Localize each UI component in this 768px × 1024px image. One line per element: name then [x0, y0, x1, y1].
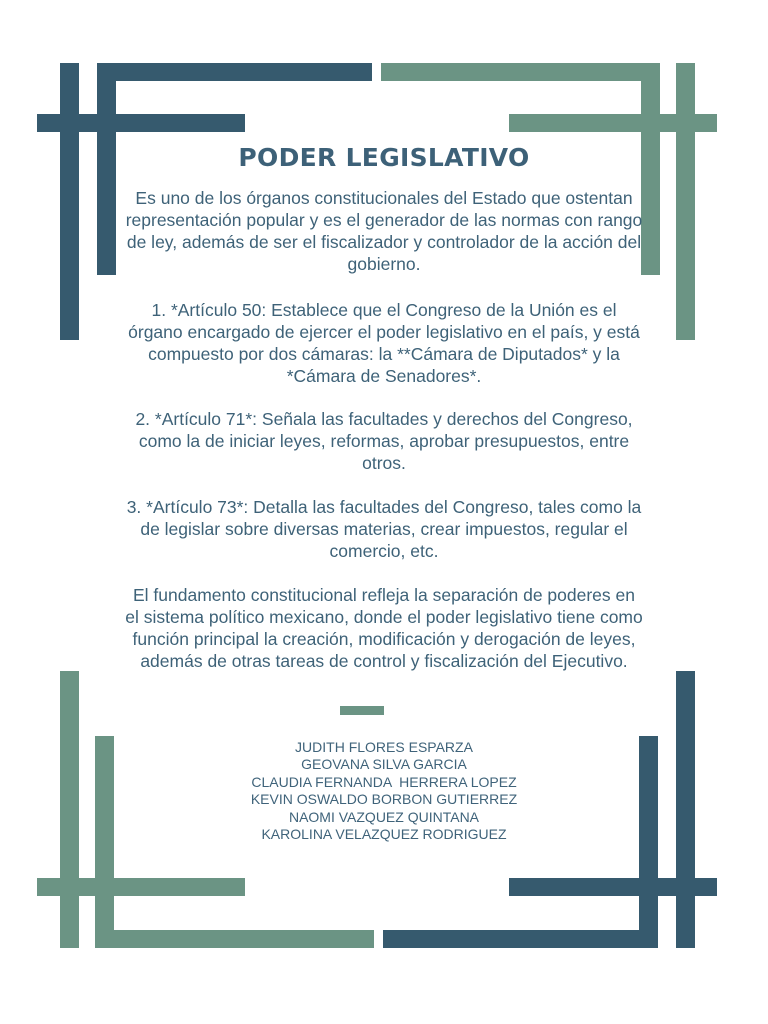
frame-bottom-left-horizontal-cross [37, 878, 245, 896]
intro-paragraph: Es uno de los órganos constitucionales del Estado que ostentan representación popular y es el generador de las normas con rango de ley, además de ser el fiscalizador y controlador de la acción del gobierno. [125, 188, 643, 274]
page-title: PODER LEGISLATIVO [238, 143, 530, 172]
frame-top-right-horizontal-cross [509, 114, 717, 132]
frame-top-left-horizontal-top [97, 63, 372, 81]
frame-bottom-left-horizontal-bottom [95, 930, 374, 948]
author-name: GEOVANA SILVA GARCIA [301, 756, 467, 773]
frame-top-right-vertical-outer [676, 63, 695, 340]
frame-top-right-horizontal-top [381, 63, 660, 81]
author-list [0, 739, 768, 843]
article-71-paragraph: 2. *Artículo 71*: Señala las facultades y derechos del Congreso, como la de iniciar leyes, reformas, aprobar presupuestos, entre otros. [135, 409, 633, 473]
frame-bottom-right-horizontal-bottom [383, 930, 658, 948]
article-50-paragraph: 1. *Artículo 50: Establece que el Congreso de la Unión es el órgano encargado de ejercer el poder legislativo en el país, y está compuesto por dos cámaras: la **Cámara de Diputados* y la *Cámara de Senadores*. [128, 300, 640, 386]
author-name: JUDITH FLORES ESPARZA [295, 739, 473, 755]
author-name: KAROLINA VELAZQUEZ RODRIGUEZ [261, 826, 507, 843]
frame-top-left-horizontal-cross [37, 114, 245, 132]
author-name: NAOMI VAZQUEZ QUINTANA [288, 808, 480, 825]
author-name: CLAUDIA FERNANDA HERRERA LOPEZ [251, 773, 517, 790]
article-73-paragraph: 3. *Artículo 73*: Detalla las facultades del Congreso, tales como la de legislar sobre diversas materias, crear impuestos, regular el comercio, etc. [126, 497, 642, 561]
conclusion-paragraph: El fundamento constitucional refleja la separación de poderes en el sistema político mexicano, donde el poder legislativo tiene como función principal la creación, modificación y derogación de leyes, además de otras tareas de control y fiscalización del Ejecutivo. [125, 585, 643, 671]
author-name: KEVIN OSWALDO BORBON GUTIERREZ [250, 791, 518, 808]
frame-bottom-right-horizontal-cross [509, 878, 717, 896]
divider [340, 706, 384, 715]
frame-top-left-vertical-outer [60, 63, 79, 340]
